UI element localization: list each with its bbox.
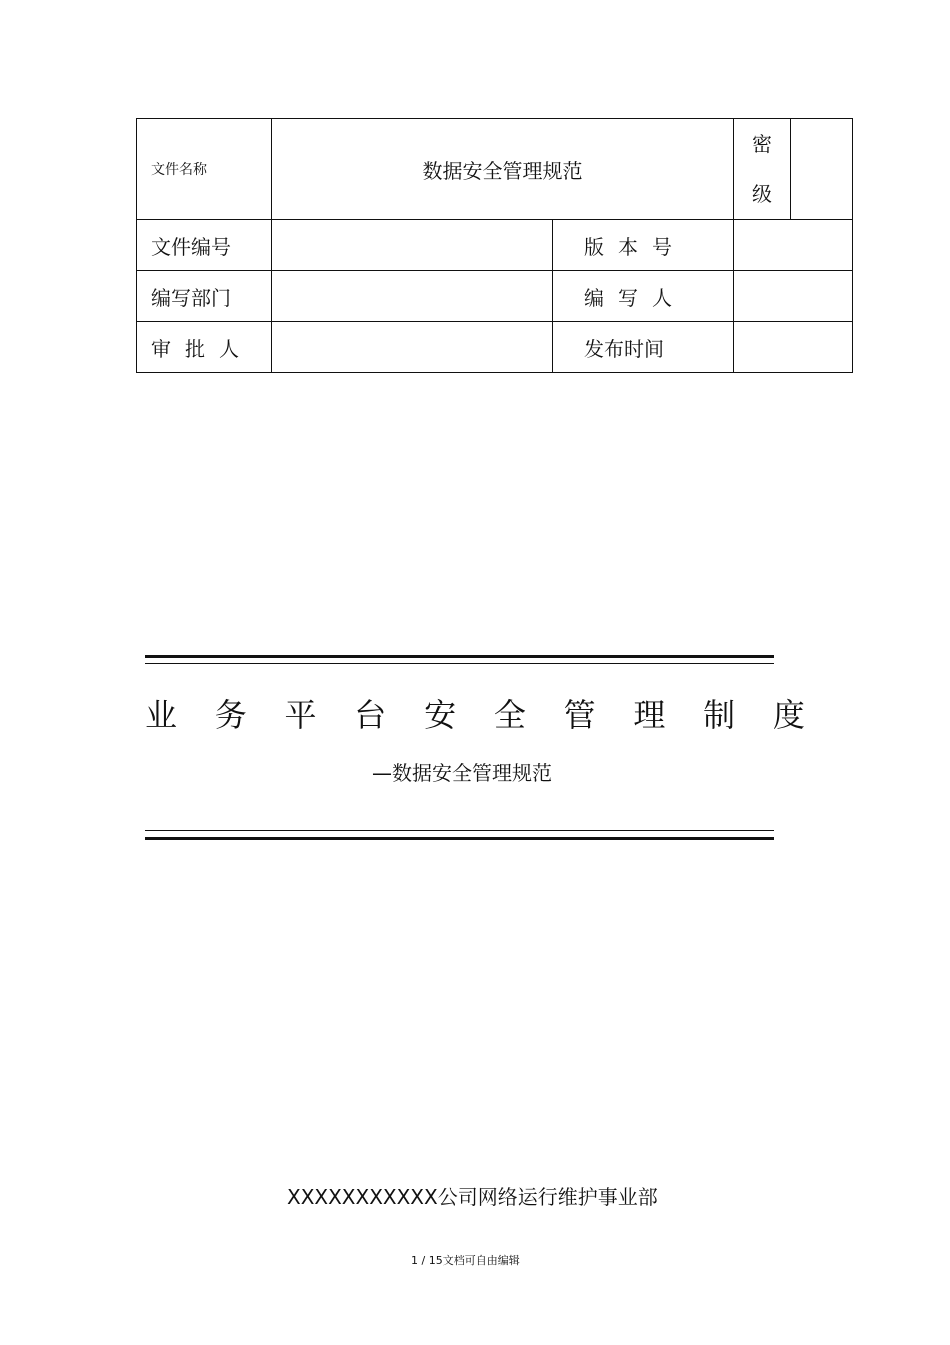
author-char-1: 编	[584, 285, 604, 310]
version-char-2: 本	[618, 234, 638, 259]
dept-label: 编写部门	[137, 271, 272, 322]
file-number-value	[272, 220, 553, 271]
title-char: 制	[703, 696, 736, 734]
dept-value	[272, 271, 553, 322]
title-char: 平	[284, 696, 317, 734]
title-char: 度	[772, 696, 805, 734]
title-char: 台	[354, 696, 387, 734]
title-char: 全	[493, 696, 526, 734]
bottom-rule-thick	[145, 837, 774, 840]
file-number-label: 文件编号	[137, 220, 272, 271]
title-char: 理	[633, 696, 666, 734]
approver-char-2: 批	[185, 336, 205, 361]
author-char-3: 人	[652, 285, 672, 310]
security-level-char-2: 级	[752, 182, 772, 206]
file-name-label: 文件名称	[137, 119, 272, 220]
author-char-2: 写	[618, 285, 638, 310]
top-rule-thin	[145, 663, 774, 664]
bottom-rule-thin	[145, 830, 774, 831]
security-level-char-1: 密	[752, 132, 772, 156]
file-name-value: 数据安全管理规范	[272, 119, 734, 220]
title-char: 业	[145, 696, 178, 734]
publish-time-label: 发布时间	[553, 322, 734, 373]
author-label	[553, 271, 734, 322]
title-char: 安	[424, 696, 457, 734]
version-label	[553, 220, 734, 271]
main-title	[145, 690, 805, 736]
security-level-value	[791, 119, 853, 220]
title-char: 管	[563, 696, 596, 734]
version-value	[734, 220, 853, 271]
security-level-label	[734, 119, 791, 220]
approver-label	[137, 322, 272, 373]
document-info-table	[136, 118, 853, 373]
approver-char-3: 人	[219, 336, 239, 361]
subtitle: —数据安全管理规范	[372, 761, 552, 785]
approver-value	[272, 322, 553, 373]
approver-char-1: 审	[151, 336, 171, 361]
publish-time-value	[734, 322, 853, 373]
page-footer: 1 / 15文档可自由编辑	[411, 1254, 520, 1267]
version-char-1: 版	[584, 234, 604, 259]
top-rule-thick	[145, 655, 774, 658]
organization-name: XXXXXXXXXXX公司网络运行维护事业部	[287, 1185, 658, 1209]
title-char: 务	[214, 696, 247, 734]
version-char-3: 号	[652, 234, 672, 259]
author-value	[734, 271, 853, 322]
